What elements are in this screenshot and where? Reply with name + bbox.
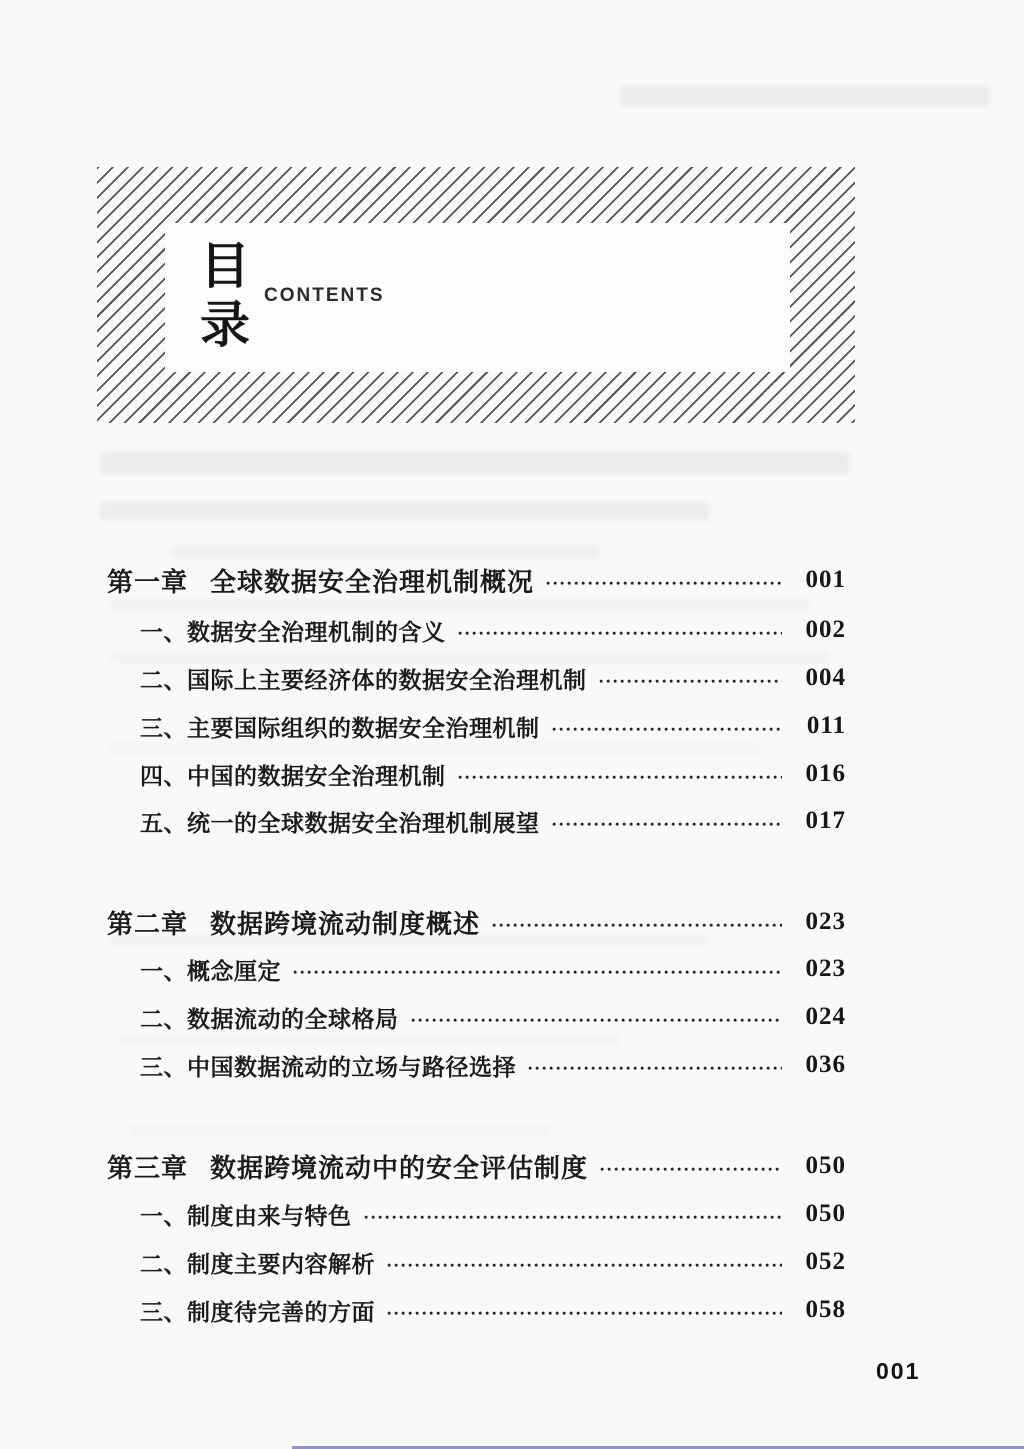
toc-item-row[interactable]	[140, 1049, 846, 1081]
chapter-title: 数据跨境流动中的安全评估制度	[210, 1152, 589, 1183]
toc-item-row[interactable]	[140, 1294, 846, 1326]
item-title: 五、统一的全球数据安全治理机制展望	[140, 809, 540, 836]
page-number: 002	[805, 616, 846, 643]
chapter-label: 第一章	[107, 566, 189, 597]
item-title: 二、国际上主要经济体的数据安全治理机制	[140, 666, 587, 693]
bleed-through-smudge	[170, 545, 600, 559]
page-number: 023	[805, 955, 846, 982]
toc-chapter-row[interactable]	[107, 1150, 846, 1182]
toc-chapter-row[interactable]	[107, 564, 846, 596]
toc-item-row[interactable]	[140, 1198, 846, 1230]
dot-leader	[492, 923, 782, 928]
dot-leader	[387, 1311, 782, 1316]
bleed-through-smudge	[100, 502, 710, 520]
page-number: 024	[805, 1003, 846, 1030]
chapter-title: 数据跨境流动制度概述	[210, 908, 481, 939]
contents-header-inner	[165, 223, 790, 372]
item-title: 四、中国的数据安全治理机制	[140, 762, 446, 789]
chapter-label: 第二章	[107, 908, 189, 939]
page-number: 016	[805, 760, 846, 787]
page-number: 001	[805, 566, 846, 593]
item-title: 二、数据流动的全球格局	[140, 1005, 399, 1032]
bleed-through-smudge	[110, 743, 760, 754]
dot-leader	[546, 581, 782, 586]
folio-page-number: 001	[876, 1358, 921, 1384]
bleed-through-smudge	[110, 599, 810, 611]
page-number: 023	[805, 908, 846, 935]
toc-item-row[interactable]	[140, 805, 846, 837]
page-number: 036	[805, 1051, 846, 1078]
chapter-title: 全球数据安全治理机制概况	[210, 566, 535, 597]
page-title: 目录	[200, 238, 250, 353]
page-number: 011	[806, 712, 846, 739]
item-title: 一、制度由来与特色	[140, 1202, 352, 1229]
item-title: 三、中国数据流动的立场与路径选择	[140, 1053, 516, 1080]
page-number: 004	[805, 664, 846, 691]
item-title: 三、制度待完善的方面	[140, 1298, 375, 1325]
toc-item-row[interactable]	[140, 710, 846, 742]
toc-item-row[interactable]	[140, 662, 846, 694]
bleed-through-smudge	[120, 1035, 620, 1045]
page-number: 058	[805, 1296, 846, 1323]
bleed-through-smudge	[130, 1125, 550, 1135]
chapter-label: 第三章	[107, 1152, 189, 1183]
dot-leader	[458, 631, 783, 636]
dot-leader	[552, 822, 783, 827]
dot-leader	[528, 1066, 782, 1071]
page-number: 052	[805, 1248, 846, 1275]
dot-leader	[600, 1167, 782, 1172]
toc-item-row[interactable]	[140, 1001, 846, 1033]
bleed-through-smudge	[100, 452, 850, 474]
item-title: 三、主要国际组织的数据安全治理机制	[140, 714, 540, 741]
page-number: 050	[805, 1200, 846, 1227]
bleed-through-smudge	[620, 86, 990, 106]
item-title: 二、制度主要内容解析	[140, 1250, 375, 1277]
toc-item-row[interactable]	[140, 953, 846, 985]
dot-leader	[293, 970, 782, 975]
page-title-english: CONTENTS	[264, 285, 385, 306]
item-title: 一、数据安全治理机制的含义	[140, 618, 446, 645]
dot-leader	[411, 1018, 783, 1023]
toc-item-row[interactable]	[140, 758, 846, 790]
contents-header-box	[97, 167, 855, 423]
page-number: 050	[805, 1152, 846, 1179]
dot-leader	[387, 1263, 782, 1268]
dot-leader	[364, 1215, 783, 1220]
toc-item-row[interactable]	[140, 614, 846, 646]
toc-item-row[interactable]	[140, 1246, 846, 1278]
page-number: 017	[805, 807, 846, 834]
dot-leader	[458, 775, 783, 780]
dot-leader	[552, 727, 783, 732]
item-title: 一、概念厘定	[140, 957, 281, 984]
toc-chapter-row[interactable]	[107, 906, 846, 938]
dot-leader	[599, 679, 783, 684]
